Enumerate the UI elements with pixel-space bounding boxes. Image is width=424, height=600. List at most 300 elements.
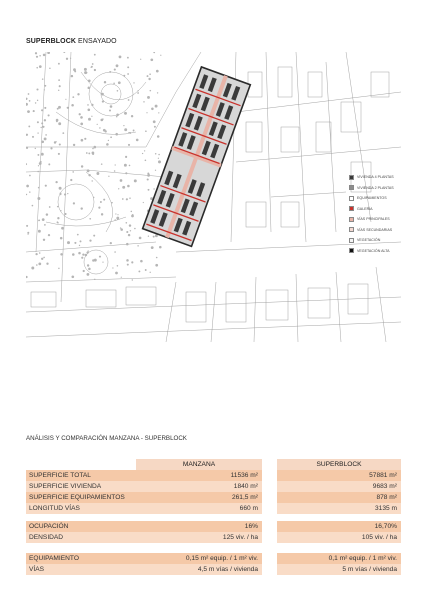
tree-dot: [96, 172, 99, 175]
tree-dot: [81, 207, 83, 209]
tree-dot: [90, 67, 91, 68]
tree-dot: [71, 104, 74, 107]
tree-dot: [84, 138, 86, 140]
tree-dot: [122, 198, 124, 200]
tree-dot: [108, 176, 109, 177]
manzana-value: 4,5 m vías / vivienda: [136, 564, 262, 575]
superblock-value: 0,1 m² equip. / 1 m² viv.: [277, 553, 401, 564]
tree-dot: [150, 58, 153, 61]
tree-dot: [79, 113, 81, 115]
tree-dot: [60, 253, 62, 255]
tree-dot: [32, 205, 34, 207]
tree-dot: [98, 207, 100, 209]
tree-dot: [45, 85, 47, 87]
tree-dot: [118, 188, 119, 189]
tree-dot: [41, 109, 43, 111]
tree-dot: [143, 202, 144, 203]
tree-dot: [94, 54, 96, 56]
superblock-value: 9683 m²: [277, 481, 401, 492]
row-label: DENSIDAD: [26, 532, 136, 543]
tree-dot: [103, 129, 106, 132]
tree-dot: [58, 90, 59, 91]
tree-dot: [57, 221, 59, 223]
tree-dot: [153, 52, 155, 53]
legend-label: VIVIENDA 4 PLANTAS: [357, 175, 394, 180]
tree-dot: [56, 120, 58, 122]
tree-dot: [41, 258, 43, 260]
tree-dot: [73, 144, 75, 146]
tree-dot: [49, 206, 51, 208]
legend-swatch: [349, 217, 354, 222]
legend-item-equipamientos: [349, 193, 409, 204]
tree-dot: [97, 124, 98, 125]
column-header-superblock: SUPERBLOCK: [277, 459, 401, 470]
legend-item-vivienda-2: [349, 183, 409, 194]
tree-dot: [26, 147, 28, 149]
tree-dot: [46, 263, 48, 265]
manzana-value: 660 m: [136, 503, 262, 514]
tree-dot: [113, 83, 115, 85]
tree-dot: [94, 69, 96, 71]
tree-dot: [82, 253, 84, 255]
tree-dot: [88, 152, 90, 154]
legend-swatch: [349, 238, 354, 243]
tree-dot: [32, 136, 34, 138]
tree-dot: [124, 128, 127, 131]
tree-dot: [67, 241, 70, 244]
tree-dot: [86, 251, 88, 253]
tree-dot: [42, 78, 44, 80]
tree-dot: [41, 140, 44, 143]
manzana-value: 1840 m²: [136, 481, 262, 492]
tree-dot: [64, 213, 66, 215]
tree-dot: [36, 67, 38, 69]
tree-dot: [119, 56, 122, 59]
tree-dot: [37, 121, 39, 123]
superblock-value: 5 m vías / vivienda: [277, 564, 401, 575]
tree-dot: [124, 164, 127, 167]
tree-dot: [46, 213, 48, 215]
tree-dot: [116, 217, 119, 220]
tree-dot: [109, 71, 111, 73]
tree-dot: [77, 234, 79, 236]
tree-dot: [117, 265, 119, 267]
row-label: SUPERFICIE VIVIENDA: [26, 481, 136, 492]
tree-dot: [60, 237, 63, 240]
tree-dot: [64, 193, 66, 195]
tree-dot: [89, 218, 91, 220]
tree-dot: [145, 159, 147, 161]
tree-dot: [89, 239, 91, 241]
tree-dot: [114, 251, 116, 253]
page-title-bold: SUPERBLOCK: [26, 38, 77, 45]
tree-dot: [93, 146, 96, 149]
tree-dot: [146, 112, 147, 113]
tree-dot: [55, 141, 56, 142]
manzana-value: 261,5 m²: [136, 492, 262, 503]
tree-dot: [49, 67, 51, 69]
tree-dot: [128, 132, 130, 134]
tree-dot: [156, 257, 158, 259]
tree-dot: [87, 264, 89, 266]
tree-dot: [38, 230, 41, 233]
tree-dot: [124, 112, 127, 115]
superblock-value: 16,70%: [277, 521, 401, 532]
tree-dot: [74, 70, 76, 72]
tree-dot: [48, 114, 50, 116]
tree-dot: [101, 163, 103, 165]
tree-dot: [37, 132, 38, 133]
tree-dot: [35, 253, 37, 255]
row-label: SUPERFICIE TOTAL: [26, 470, 136, 481]
tree-dot: [137, 90, 138, 91]
tree-dot: [88, 87, 90, 89]
tree-dot: [39, 252, 41, 254]
tree-dot: [144, 150, 145, 151]
tree-dot: [114, 170, 116, 172]
tree-dot: [57, 217, 59, 219]
tree-dot: [57, 206, 58, 207]
tree-dot: [26, 225, 28, 227]
tree-dot: [60, 194, 61, 195]
tree-dot: [150, 90, 152, 92]
legend-item-vivienda-4: [349, 172, 409, 183]
tree-dot: [78, 252, 81, 255]
tree-dot: [48, 234, 50, 236]
tree-dot: [26, 194, 27, 195]
tree-dot: [157, 135, 160, 138]
tree-dot: [126, 222, 128, 224]
manzana-value: 0,15 m² equip. / 1 m² viv.: [136, 553, 262, 564]
tree-dot: [155, 105, 158, 108]
tree-dot: [101, 93, 104, 96]
legend-item-galeria: [349, 204, 409, 215]
legend-label: GALERÍA: [357, 206, 373, 211]
tree-dot: [139, 237, 142, 240]
tree-dot: [28, 93, 30, 95]
tree-dot: [149, 73, 151, 75]
tree-dot: [102, 261, 103, 262]
tree-dot: [120, 228, 123, 231]
tree-dot: [39, 55, 41, 57]
tree-dot: [150, 272, 151, 273]
section-title: ANÁLISIS Y COMPARACIÓN MANZANA - SUPERBLOCK: [26, 435, 187, 442]
tree-dot: [27, 232, 29, 234]
tree-dot: [158, 154, 160, 156]
tree-dot: [27, 233, 28, 234]
superblock-value: 878 m²: [277, 492, 401, 503]
tree-dot: [28, 125, 30, 127]
tree-dot: [88, 79, 91, 82]
tree-dot: [26, 98, 28, 100]
tree-dot: [58, 153, 60, 155]
legend-swatch: [349, 206, 354, 211]
tree-dot: [120, 179, 123, 182]
tree-dot: [83, 270, 85, 272]
superblock-value: 3135 m: [277, 503, 401, 514]
tree-dot: [156, 70, 159, 73]
tree-dot: [126, 231, 128, 233]
legend-label: EQUIPAMIENTOS: [357, 196, 387, 201]
tree-dot: [127, 66, 129, 68]
tree-dot: [87, 104, 89, 106]
manzana-value: 125 viv. / ha: [136, 532, 262, 543]
tree-dot: [39, 162, 42, 165]
tree-dot: [37, 197, 40, 200]
tree-dot: [126, 243, 129, 246]
tree-dot: [88, 174, 90, 176]
tree-dot: [43, 239, 45, 241]
tree-dot: [87, 169, 90, 172]
tree-dot: [133, 130, 135, 132]
tree-dot: [147, 75, 149, 77]
tree-dot: [148, 78, 150, 80]
legend-label: VÍAS SECUNDARIAS: [357, 227, 393, 232]
tree-dot: [128, 234, 130, 236]
tree-dot: [145, 269, 147, 271]
tree-dot: [38, 219, 40, 221]
tree-dot: [106, 143, 109, 146]
tree-dot: [92, 63, 94, 65]
row-label: EQUIPAMIENTO: [26, 553, 136, 564]
tree-dot: [123, 75, 125, 77]
page-title-rest: ENSAYADO: [76, 38, 117, 45]
tree-dot: [129, 224, 131, 226]
tree-dot: [58, 268, 59, 269]
legend-swatch: [349, 196, 354, 201]
tree-dot: [114, 69, 116, 71]
tree-dot: [158, 112, 159, 113]
tree-dot: [31, 267, 34, 270]
tree-dot: [65, 99, 66, 100]
tree-dot: [129, 197, 131, 199]
column-header-manzana: MANZANA: [136, 459, 262, 470]
tree-dot: [131, 115, 133, 117]
legend-swatch: [349, 175, 354, 180]
tree-dot: [71, 275, 74, 278]
legend-item-vegetacion-alta: [349, 246, 409, 257]
tree-dot: [148, 236, 149, 237]
tree-dot: [29, 191, 30, 192]
tree-dot: [37, 100, 38, 101]
tree-dot: [61, 227, 64, 230]
tree-dot: [27, 110, 30, 113]
tree-dot: [72, 253, 75, 256]
tree-dot: [148, 189, 150, 191]
legend-item-vegetacion: [349, 235, 409, 246]
tree-dot: [88, 268, 91, 271]
page-title: [26, 38, 117, 45]
legend-label: VIVIENDA 2 PLANTAS: [357, 185, 394, 190]
tree-dot: [44, 137, 47, 140]
tree-dot: [26, 103, 28, 106]
tree-dot: [81, 257, 83, 259]
tree-dot: [125, 156, 127, 158]
tree-dot: [99, 127, 100, 128]
legend-item-vias-secundarias: [349, 225, 409, 236]
tree-dot: [127, 57, 129, 59]
tree-dot: [84, 71, 87, 74]
tree-dot: [101, 213, 103, 215]
tree-dot: [159, 246, 162, 249]
tree-dot: [80, 123, 83, 126]
tree-dot: [103, 199, 105, 201]
tree-dot: [151, 108, 154, 111]
tree-dot: [93, 235, 95, 237]
tree-dot: [58, 63, 60, 65]
tree-dot: [131, 261, 133, 263]
tree-dot: [57, 108, 59, 110]
tree-dot: [116, 64, 119, 67]
tree-dot: [44, 119, 46, 121]
tree-dot: [39, 65, 42, 68]
tree-dot: [72, 171, 74, 173]
tree-dot: [79, 245, 80, 246]
tree-dot: [41, 127, 42, 128]
tree-dot: [155, 170, 156, 171]
tree-dot: [72, 96, 74, 98]
tree-dot: [38, 187, 40, 189]
tree-dot: [155, 153, 157, 155]
tree-dot: [140, 59, 141, 60]
tree-dot: [80, 116, 83, 119]
tree-dot: [41, 153, 44, 156]
tree-dot: [112, 267, 113, 268]
tree-dot: [121, 277, 122, 278]
tree-dot: [86, 152, 88, 154]
tree-dot: [45, 185, 47, 187]
tree-dot: [125, 172, 127, 174]
tree-dot: [33, 110, 35, 112]
tree-dot: [29, 100, 31, 102]
tree-dot: [92, 180, 93, 181]
tree-dot: [131, 211, 133, 213]
tree-dot: [59, 143, 61, 145]
tree-dot: [50, 147, 52, 149]
tree-dot: [35, 148, 36, 149]
tree-dot: [129, 165, 131, 167]
legend-swatch: [349, 227, 354, 232]
tree-dot: [147, 174, 150, 177]
tree-dot: [136, 139, 139, 142]
tree-dot: [67, 193, 68, 194]
tree-dot: [38, 263, 41, 266]
tree-dot: [137, 245, 138, 246]
superblock-map: [26, 52, 401, 342]
tree-dot: [143, 101, 144, 102]
tree-dot: [81, 165, 83, 167]
tree-dot: [160, 55, 161, 56]
tree-dot: [42, 126, 44, 128]
vegetation-dots: [26, 52, 162, 281]
tree-dot: [115, 164, 116, 165]
tree-dot: [115, 272, 118, 275]
tree-dot: [110, 242, 112, 244]
tree-dot: [44, 89, 45, 90]
tree-dot: [66, 58, 68, 60]
tree-dot: [117, 90, 119, 92]
tree-dot: [137, 92, 139, 94]
tree-dot: [140, 260, 143, 263]
tree-dot: [58, 122, 61, 125]
tree-dot: [158, 158, 159, 159]
tree-dot: [63, 52, 65, 53]
manzana-value: 16%: [136, 521, 262, 532]
tree-dot: [132, 279, 133, 280]
tree-dot: [43, 54, 46, 57]
tree-dot: [93, 197, 94, 198]
tree-dot: [128, 144, 130, 146]
tree-dot: [147, 178, 149, 180]
tree-dot: [133, 82, 134, 83]
tree-dot: [44, 224, 46, 226]
tree-dot: [127, 73, 129, 75]
tree-dot: [122, 186, 125, 189]
tree-dot: [47, 52, 50, 54]
tree-dot: [73, 202, 75, 204]
row-label: SUPERFICIE EQUIPAMIENTOS: [26, 492, 136, 503]
tree-dot: [60, 210, 61, 211]
tree-dot: [37, 171, 39, 173]
tree-dot: [115, 219, 116, 220]
tree-dot: [126, 198, 128, 200]
tree-dot: [70, 179, 72, 181]
tree-dot: [36, 264, 38, 266]
tree-dot: [145, 130, 147, 132]
tree-dot: [115, 133, 118, 136]
tree-dot: [116, 116, 118, 118]
tree-dot: [110, 136, 112, 138]
tree-dot: [87, 273, 90, 276]
row-label: VÍAS: [26, 564, 136, 575]
map-legend: [349, 172, 409, 256]
tree-dot: [26, 163, 27, 165]
tree-dot: [29, 175, 31, 177]
legend-label: VÍAS PRINCIPALES: [357, 217, 390, 222]
tree-dot: [84, 68, 87, 71]
tree-dot: [26, 185, 29, 188]
tree-dot: [158, 160, 161, 163]
tree-dot: [42, 218, 45, 221]
tree-dot: [45, 134, 47, 136]
tree-dot: [88, 109, 91, 112]
tree-dot: [99, 256, 101, 258]
tree-dot: [59, 187, 62, 190]
tree-dot: [153, 188, 154, 189]
tree-dot: [127, 185, 130, 188]
tree-dot: [118, 81, 121, 84]
tree-dot: [157, 92, 158, 93]
tree-dot: [116, 113, 119, 116]
tree-dot: [154, 126, 156, 128]
tree-dot: [128, 99, 130, 101]
tree-dot: [115, 213, 116, 214]
tree-dot: [109, 110, 111, 112]
tree-dot: [127, 264, 129, 266]
tree-dot: [43, 257, 45, 259]
tree-dot: [26, 276, 28, 278]
tree-dot: [67, 107, 69, 109]
tree-dot: [108, 140, 109, 141]
tree-dot: [138, 270, 140, 272]
tree-dot: [55, 181, 57, 183]
tree-dot: [59, 85, 61, 87]
tree-dot: [117, 214, 118, 215]
tree-dot: [134, 228, 136, 230]
manzana-value: 11536 m²: [136, 470, 262, 481]
tree-dot: [88, 118, 91, 121]
tree-dot: [58, 79, 60, 81]
